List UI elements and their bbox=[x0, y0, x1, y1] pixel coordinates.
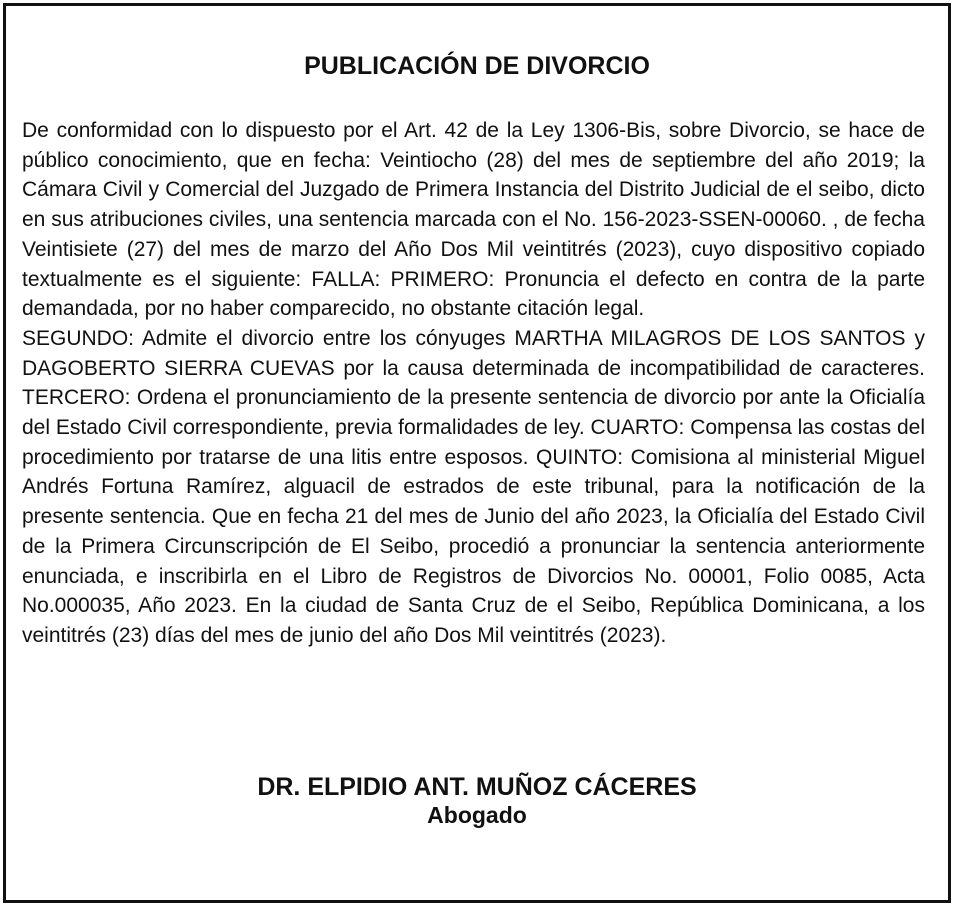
legal-notice-box bbox=[3, 3, 951, 903]
notice-title: PUBLICACIÓN DE DIVORCIO bbox=[304, 52, 650, 80]
signature-block bbox=[6, 772, 948, 829]
signer-name: DR. ELPIDIO ANT. MUÑOZ CÁCERES bbox=[257, 773, 697, 801]
signer-role: Abogado bbox=[427, 802, 527, 828]
notice-body bbox=[22, 116, 925, 651]
notice-paragraph-1: De conformidad con lo dispuesto por el Art. 42 de la Ley 1306-Bis, sobre Divorcio, se hace de público conocimiento, que en fecha: Veintiocho (28) del mes de septiembre del año 2019; la Cámara Civil y Comercial del Juzgado de Primera Instancia del Distrito Judicial de el seibo, dicto en sus atribuciones civiles, una sentencia marcada con el No. 156-2023-SSEN-00060. , de fecha Veintisiete (27) del mes de marzo del Año Dos Mil veintitrés (2023), cuyo dispositivo copiado textualmente es el siguiente: FALLA: PRIMERO: Pronuncia el defecto en contra de la parte demandada, por no haber comparecido, no obstante citación legal. bbox=[22, 119, 925, 321]
notice-paragraph-2: SEGUNDO: Admite el divorcio entre los cónyuges MARTHA MILAGROS DE LOS SANTOS y DAGOBERTO SIERRA CUEVAS por la causa determinada de incompatibilidad de caracteres. TERCERO: Ordena el pronunciamiento de la presente sentencia de divorcio por ante la Oficialía del Estado Civil correspondiente, previa formalidades de ley. CUARTO: Compensa las costas del procedimiento por tratarse de una litis entre esposos. QUINTO: Comisiona al ministerial Miguel Andrés Fortuna Ramírez, alguacil de estrados de este tribunal, para la notificación de la presente sentencia. Que en fecha 21 del mes de Junio del año 2023, la Oficialía del Estado Civil de la Primera Circunscripción de El Seibo, procedió a pronunciar la sentencia anteriormente enunciada, e inscribirla en el Libro de Registros de Divorcios No. 00001, Folio 0085, Acta No.000035, Año 2023. En la ciudad de Santa Cruz de el Seibo, República Dominicana, a los veintitrés (23) días del mes de junio del año Dos Mil veintitrés (2023). bbox=[22, 326, 925, 647]
